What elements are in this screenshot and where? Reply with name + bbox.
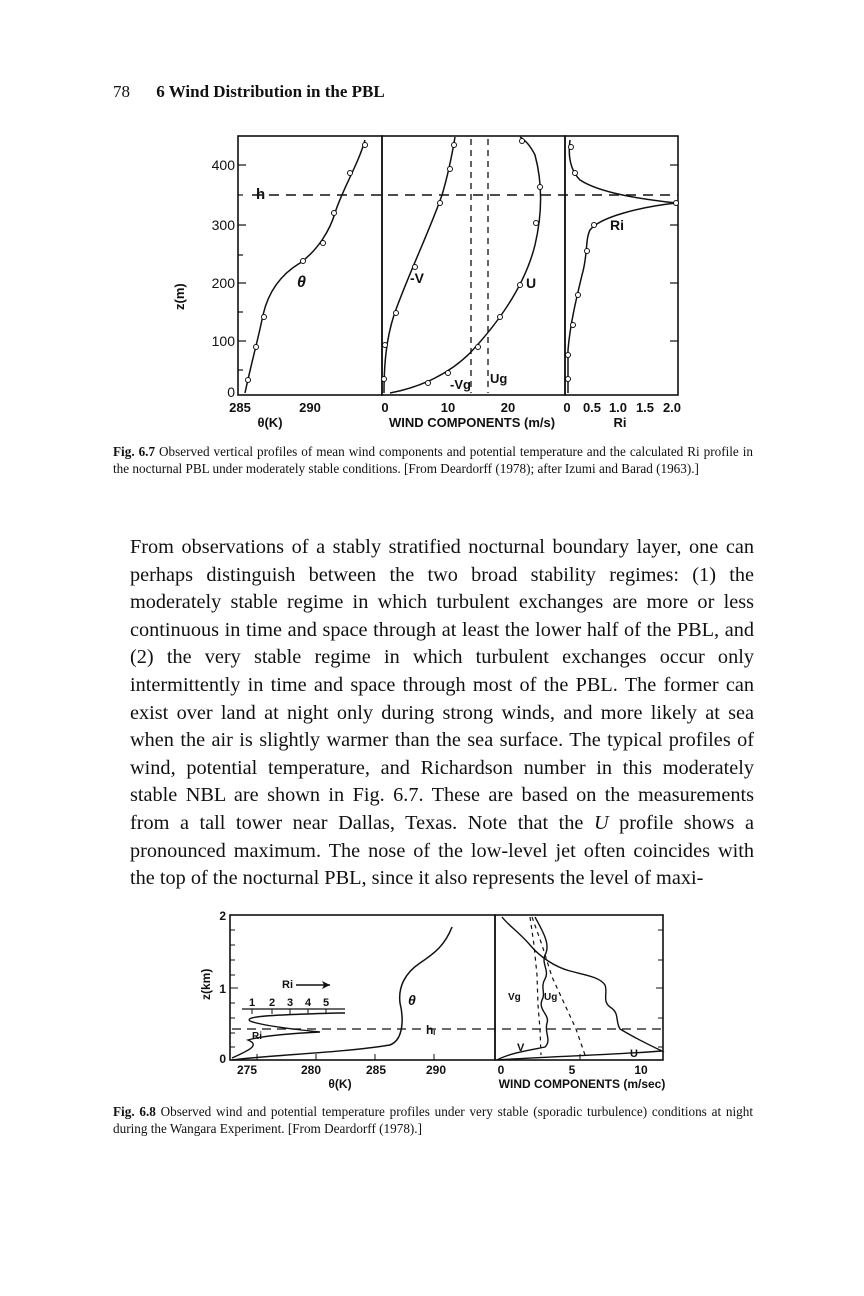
wind-axis-label-68: WIND COMPONENTS (m/sec) [498, 1077, 666, 1091]
caption-text: Observed vertical profiles of mean wind components and potential temperature and the calculated Ri profile in the nocturnal PBL under moderately stable conditions. [From Deardorff (1978); after Izumi and Barad (1963).] [113, 444, 754, 476]
wind-tick-0: 0 [381, 400, 389, 415]
ri-scale-tick-3: 3 [286, 997, 294, 1009]
vg-line [530, 917, 541, 1055]
running-header [113, 82, 385, 102]
ri-scale-tick-1: 1 [248, 997, 256, 1009]
figure-6-7-plot [160, 125, 730, 445]
v-curve-label: V [517, 1042, 525, 1054]
theta-axis-label: θ(K) [257, 415, 283, 430]
ri-panel-frame [565, 136, 678, 395]
figure-6-7-caption [113, 443, 753, 477]
theta-tick-290-68: 290 [425, 1063, 447, 1077]
ug-label: Ug [490, 371, 508, 386]
figure-6-7 [160, 125, 730, 450]
y-tick-300: 300 [211, 217, 235, 233]
y-tick-1: 1 [219, 982, 226, 996]
caption-number: Fig. 6.7 [113, 444, 156, 459]
ri-curve-label: Ri [610, 217, 624, 233]
figure-6-8-plot [190, 905, 710, 1095]
theta-tick-280: 280 [300, 1063, 322, 1077]
y-tick-200: 200 [211, 275, 235, 291]
ri-tick-0-5: 0.5 [582, 400, 602, 415]
theta-panel-frame-68 [230, 915, 495, 1060]
y-tick-0: 0 [227, 384, 235, 400]
y-tick-2: 2 [219, 909, 226, 923]
ri-tick-1-5: 1.5 [635, 400, 655, 415]
ri-tick-2-0: 2.0 [662, 400, 682, 415]
ri-scale-tick-4: 4 [304, 997, 312, 1009]
page-number: 78 [113, 82, 130, 101]
ri-curve-label-68: Ri [252, 1031, 262, 1042]
h-label: h [256, 186, 266, 203]
ri-scale-label: Ri [282, 979, 293, 991]
wind-tick-5: 5 [568, 1063, 576, 1077]
minus-vg-label: -Vg [450, 377, 471, 392]
theta-tick-290: 290 [299, 400, 321, 415]
y-tick-100: 100 [211, 333, 235, 349]
paragraph-part-2: profile shows a pronounced maximum. The nose of the low-level jet often coincides with the top of the nocturnal PBL, since it also represents the level of maxi- [130, 811, 754, 890]
u-curve-label: U [526, 275, 537, 291]
y-tick-400: 400 [211, 157, 235, 173]
chapter-title: 6 Wind Distribution in the PBL [156, 82, 385, 101]
caption-text-68: Observed wind and potential temperature profiles under very stable (sporadic turbulence) conditions at night during the Wangara Experiment. [From Deardorff (1978).] [113, 1104, 753, 1136]
hi-label: hᵢ [426, 1023, 436, 1037]
wind-tick-0-68: 0 [497, 1063, 505, 1077]
u-curve-label-68: U [630, 1048, 638, 1060]
ri-tick-1-0: 1.0 [608, 400, 628, 415]
theta-tick-285: 285 [229, 400, 251, 415]
theta-axis-label-68: θ(K) [328, 1077, 352, 1091]
theta-tick-275: 275 [236, 1063, 258, 1077]
theta-tick-285-68: 285 [365, 1063, 387, 1077]
ri-tick-0: 0 [563, 400, 571, 415]
ri-axis-label: Ri [613, 415, 627, 430]
paragraph-part-1: From observations of a stably stratified nocturnal boundary layer, one can perhaps distinguish between the two broad stability regimes: (1) the moderately stable regime in which turbulent exchanges are more or less continuous in time and space through at least the lower half of the PBL, and (2) the very stable regime in which turbulent exchanges occur only intermittently in time and space through most of the PBL. The former can exist over land at night only during strong winds, and more likely at sea when the air is slightly warmer than the sea surface. The typical profiles of wind, potential temperature, and Richardson number in this moderately stable NBL are shown in Fig. 6.7. These are based on the measurements from a tall tower near Dallas, Texas. Note that the [130, 536, 754, 834]
wind-panel-frame [382, 136, 565, 395]
minus-v-profile [384, 137, 455, 393]
wind-tick-20: 20 [500, 400, 516, 415]
vg-label: Vg [508, 992, 521, 1003]
paragraph-u-symbol: U [593, 811, 609, 834]
ri-scale-tick-2: 2 [268, 997, 276, 1009]
figure-6-8 [190, 905, 710, 1100]
theta-curve-label: θ [297, 274, 306, 291]
ug-label-68: Ug [544, 992, 558, 1003]
ug-line-68 [532, 917, 585, 1055]
y-axis-label-68: z(km) [199, 968, 213, 1000]
wind-axis-label: WIND COMPONENTS (m/s) [388, 415, 556, 430]
theta-curve-label-68: θ [408, 992, 416, 1008]
theta-profile [245, 140, 365, 393]
wind-tick-10: 10 [440, 400, 456, 415]
wind-tick-10-68: 10 [634, 1063, 648, 1077]
figure-6-8-caption [113, 1103, 753, 1137]
u-profile [390, 137, 541, 393]
caption-number-68: Fig. 6.8 [113, 1104, 156, 1119]
theta-panel-frame [238, 136, 382, 395]
body-paragraph [130, 534, 754, 893]
y-axis-label: z(m) [172, 283, 187, 310]
ri-scale-tick-5: 5 [322, 997, 330, 1009]
y-tick-0-68: 0 [219, 1052, 226, 1066]
minus-v-label: -V [410, 270, 424, 286]
ri-profile [568, 140, 676, 393]
theta-profile-68 [232, 927, 452, 1060]
